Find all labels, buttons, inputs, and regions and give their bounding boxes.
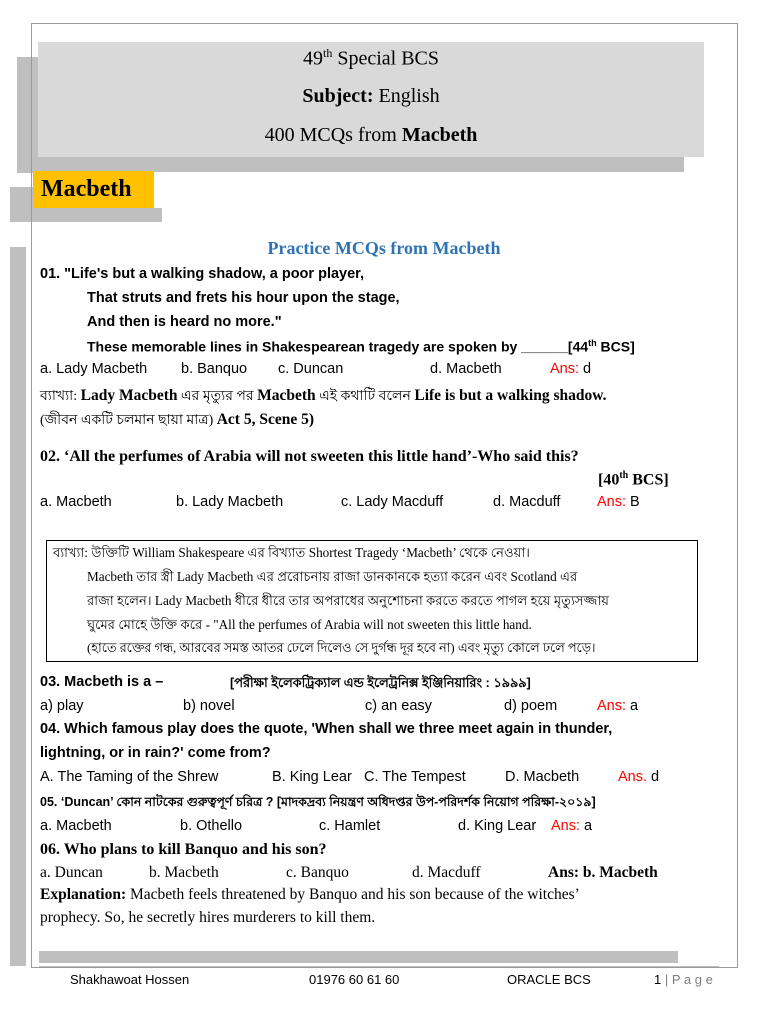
q6-explanation-line2: prophecy. So, he secretly hires murderers to kill them. bbox=[40, 909, 376, 926]
q5-option-c[interactable]: c. Hamlet bbox=[319, 818, 381, 834]
q2-box-line2: Macbeth তার স্ত্রী Lady Macbeth এর প্ররোচনায় রাজা ডানকানকে হত্যা করেন এবং Scotland এর bbox=[87, 569, 578, 584]
q1-option-c[interactable]: c. Duncan bbox=[278, 361, 344, 377]
section-title: Practice MCQs from Macbeth bbox=[267, 238, 501, 258]
q4-line2: lightning, or in rain?' come from? bbox=[40, 745, 271, 761]
q6-option-a[interactable]: a. Duncan bbox=[40, 864, 103, 881]
q1-explanation-line1: ব্যাখ্যা: Lady Macbeth এর মৃত্যুর পর Macbeth এই কথাটি বলেন Life is but a walking shadow. bbox=[40, 387, 607, 404]
q6-option-d[interactable]: d. Macduff bbox=[412, 864, 481, 881]
footer-page-number: 1 | P a g e bbox=[654, 972, 713, 987]
footer-phone: 01976 60 61 60 bbox=[309, 972, 400, 987]
footer-divider bbox=[39, 966, 719, 967]
q6-option-b[interactable]: b. Macbeth bbox=[149, 864, 219, 881]
q2-explanation-box bbox=[46, 540, 698, 662]
q5-option-d[interactable]: d. King Lear bbox=[458, 818, 537, 834]
q6-explanation-line1: Explanation: Macbeth feels threatened by Banquo and his son because of the witches’ bbox=[40, 886, 580, 903]
q5-line1: 05. ‘Duncan’ কোন নাটকের গুরুত্বপূর্ণ চরিত্র ? [মাদকদ্রব্য নিয়ন্ত্রণ অধিদপ্তর উপ-পরিদর্শক নিয়োগ পরিক্ষা-২০১৯] bbox=[40, 795, 596, 809]
q3-option-c[interactable]: c) an easy bbox=[365, 698, 432, 714]
q4-answer: Ans. d bbox=[618, 769, 660, 785]
footer-brand: ORACLE BCS bbox=[507, 972, 591, 987]
decor-bar-left-tag bbox=[10, 187, 33, 222]
q2-option-b[interactable]: b. Lady Macbeth bbox=[176, 494, 284, 510]
q1-line2: That struts and frets his hour upon the stage, bbox=[87, 290, 400, 306]
q4-option-c[interactable]: C. The Tempest bbox=[364, 769, 466, 785]
q2-answer: Ans: B bbox=[597, 494, 640, 510]
q3-option-b[interactable]: b) novel bbox=[183, 698, 235, 714]
q2-option-d[interactable]: d. Macduff bbox=[493, 494, 561, 510]
q2-option-a[interactable]: a. Macbeth bbox=[40, 494, 112, 510]
q4-option-a[interactable]: A. The Taming of the Shrew bbox=[40, 769, 219, 785]
q1-answer: Ans: d bbox=[550, 361, 592, 377]
q2-option-c[interactable]: c. Lady Macduff bbox=[341, 494, 444, 510]
q2-box-line5: (হাতে রক্তের গন্ধ, আরবের সমস্ত আতর ঢেলে দিলেও সে দুর্গন্ধ দূর হবে না) এবং মৃত্যু কোলে ঢলে পড়ে। bbox=[87, 641, 596, 655]
q6-option-c[interactable]: c. Banquo bbox=[286, 864, 349, 881]
q2-box-line4: ঘুমের মোহে উক্তি করে - "All the perfumes of Arabia will not sweeten this little hand. bbox=[87, 617, 532, 632]
q3-source: [পরীক্ষা ইলেকট্রিক্যাল এন্ড ইলেট্রনিক্স ইঞ্জিনিয়ারিং : ১৯৯৯] bbox=[230, 675, 531, 690]
header-mcq-count: 400 MCQs from Macbeth bbox=[264, 124, 478, 146]
q4-option-b[interactable]: B. King Lear bbox=[272, 769, 352, 785]
q2-source: [40th BCS] bbox=[598, 470, 669, 489]
q3-option-d[interactable]: d) poem bbox=[504, 698, 558, 714]
q4-line1: 04. Which famous play does the quote, 'When shall we three meet again in thunder, bbox=[40, 721, 613, 737]
q1-option-b[interactable]: b. Banquo bbox=[181, 361, 248, 377]
q1-line1: 01. "Life's but a walking shadow, a poor player, bbox=[40, 266, 365, 282]
q5-option-b[interactable]: b. Othello bbox=[180, 818, 243, 834]
q1-line4: These memorable lines in Shakespearean tragedy are spoken by ______[44th BCS] bbox=[87, 338, 635, 355]
q4-option-d[interactable]: D. Macbeth bbox=[505, 769, 580, 785]
q1-line3: And then is heard no more." bbox=[87, 314, 282, 330]
q1-option-a[interactable]: a. Lady Macbeth bbox=[40, 361, 148, 377]
document-header bbox=[38, 42, 704, 157]
q6-line1: 06. Who plans to kill Banquo and his son? bbox=[40, 841, 327, 858]
q2-box-line3: রাজা হলেন। Lady Macbeth ধীরে ধীরে তার অপরাধের অনুশোচনা করতে করতে পাগল হয়ে মৃত্যুসজ্জায় bbox=[87, 593, 610, 608]
q5-option-a[interactable]: a. Macbeth bbox=[40, 818, 112, 834]
q2-line1: 02. ‘All the perfumes of Arabia will not sweeten this little hand’-Who said this? bbox=[40, 448, 579, 465]
decor-bar-left-long bbox=[10, 247, 26, 966]
q1-option-d[interactable]: d. Macbeth bbox=[430, 361, 502, 377]
header-exam-title: 49th Special BCS bbox=[302, 46, 439, 70]
q3-answer: Ans: a bbox=[597, 698, 639, 714]
q3-option-a[interactable]: a) play bbox=[40, 698, 84, 714]
q1-explanation-line2: (জীবন একটি চলমান ছায়া মাত্র) Act 5, Scene 5) bbox=[40, 411, 315, 428]
section-tag: Macbeth bbox=[33, 171, 154, 208]
q6-answer: Ans: b. Macbeth bbox=[548, 864, 658, 881]
q3-line1: 03. Macbeth is a – bbox=[40, 674, 164, 690]
header-subject: Subject: English bbox=[302, 85, 440, 107]
q5-answer: Ans: a bbox=[551, 818, 593, 834]
q2-box-line1: ব্যাখ্যা: উক্তিটি William Shakespeare এর বিখ্যাত Shortest Tragedy ‘Macbeth’ থেকে নেওয়া। bbox=[53, 545, 530, 560]
footer-author: Shakhawoat Hossen bbox=[70, 972, 190, 987]
